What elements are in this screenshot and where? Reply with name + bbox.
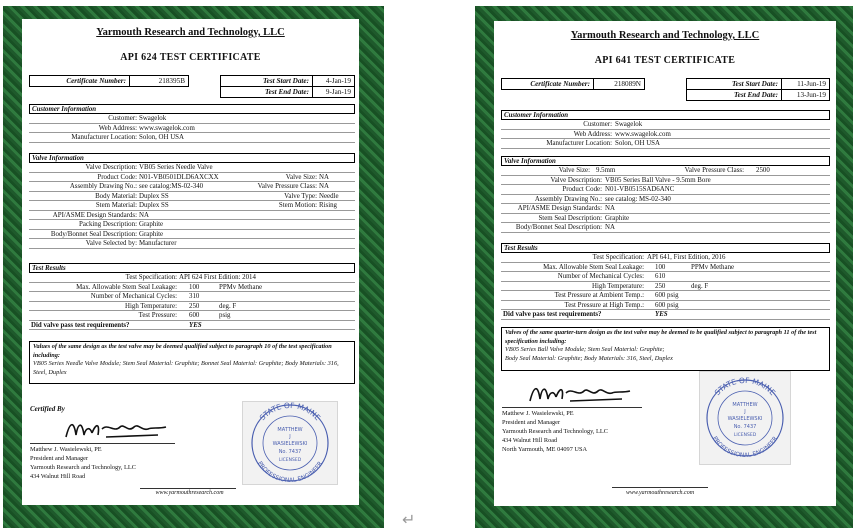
certificate-number-value: 218395B — [158, 77, 185, 85]
selected-by-label: Valve Selected by: — [85, 240, 137, 247]
signer-position: President and Manager — [30, 455, 89, 462]
valve-type-label: Valve Type: — [284, 192, 317, 200]
pe-stamp-icon — [243, 402, 337, 484]
qualification-note-heading: Valves of the same quarter-turn design as the test valve may be deemed to be qualified subject to paragraph 11 of the test specification including: — [505, 329, 817, 345]
stem-motion-value: Rising — [319, 202, 337, 209]
test-dates-box — [686, 78, 830, 101]
test-pressure-value: 600 — [189, 312, 200, 319]
pass-label: Did valve pass test requirements? — [503, 311, 602, 318]
test-pressure-unit: psig — [219, 312, 231, 319]
signer-block — [502, 409, 608, 454]
seal-bottom-text: PROFESSIONAL ENGINEER — [255, 460, 325, 484]
certificate-number-label: Certificate Number: — [502, 79, 594, 89]
svg-text:STATE OF MAINE — [713, 376, 778, 397]
cycles-value: 610 — [655, 273, 666, 280]
customer-value: Swagelok — [615, 121, 643, 128]
web-address-label: Web Address: — [573, 130, 612, 138]
test-results-section — [29, 263, 355, 330]
seal-top-text: STATE OF MAINE — [257, 402, 323, 423]
selected-by-value: Manufacturer — [139, 240, 177, 247]
signature-line — [30, 443, 175, 444]
api-standards-label: API/ASME Design Standards: — [52, 211, 137, 219]
seal-name3: WASIELEWSKI — [272, 441, 308, 447]
seal-name3: WASIELEWSKI — [727, 416, 763, 422]
engineer-seal — [699, 371, 791, 465]
signer-org: Yarmouth Research and Technology, LLC — [30, 464, 136, 471]
company-name: Yarmouth Research and Technology, LLC — [96, 27, 285, 38]
customer-label: Customer: — [108, 115, 137, 122]
api-standards-value: NA — [605, 205, 615, 212]
test-start-label: Test Start Date: — [221, 76, 313, 86]
pe-stamp-icon — [700, 372, 790, 464]
seal-top-text: STATE OF MAINE — [712, 375, 778, 398]
test-pressure-label: Test Pressure: — [138, 312, 177, 319]
pass-value: YES — [655, 311, 668, 318]
product-code-value: N01-VB0501DLD6AXCXX — [139, 173, 219, 181]
certificate-title: API 641 TEST CERTIFICATE — [594, 55, 736, 66]
body-material-label: Body Material: — [95, 192, 137, 200]
signer-address: 434 Walnut Hill Road — [30, 473, 86, 480]
high-pressure-label: Test Pressure at High Temp.: — [564, 301, 644, 309]
valve-size-value: NA — [319, 173, 329, 181]
qualification-note-body: VB05 Series Needle Valve Module; Stem Seal Material: Graphite; Bonnet Seal Material: Graphite; Body Materials: 316, Steel, Duplex — [33, 360, 339, 376]
valve-information-section — [501, 156, 830, 233]
test-results-heading: Test Results — [501, 243, 830, 253]
return-arrow-icon: ↵ — [402, 510, 416, 529]
api-standards-value: NA — [139, 211, 149, 219]
test-end-label: Test End Date: — [221, 87, 313, 98]
company-name: Yarmouth Research and Technology, LLC — [570, 30, 760, 41]
certificate-api641 — [494, 21, 836, 506]
seal-bottom-text: PROFESSIONAL ENGINEER — [710, 435, 780, 460]
bonnet-seal-label: Body/Bonnet Seal Description: — [515, 224, 602, 231]
certificate-api624 — [22, 19, 359, 505]
test-start-value: 4-Jan-19 — [325, 77, 351, 85]
seal-name1: MATTHEW — [732, 402, 758, 408]
product-code-label: Product Code: — [562, 186, 602, 193]
certificate-number-label: Certificate Number: — [30, 76, 130, 86]
valve-description-label: Valve Description: — [550, 176, 602, 184]
test-results-heading: Test Results — [29, 263, 355, 273]
cycles-label: Number of Mechanical Cycles: — [90, 293, 177, 300]
assembly-drawing-label: Assembly Drawing No.: — [69, 183, 137, 190]
high-temp-label: High Temperature: — [124, 302, 177, 310]
test-end-value: 9-Jan-19 — [325, 88, 351, 96]
api-standards-label: API/ASME Design Standards: — [517, 205, 602, 212]
qualification-note — [29, 341, 355, 384]
manufacturer-location-label: Manufacturer Location: — [71, 134, 137, 141]
ambient-pressure-label: Test Pressure at Ambient Temp.: — [554, 292, 644, 299]
seal-name2: J — [289, 434, 291, 440]
footer-line — [612, 487, 708, 488]
valve-information-section — [29, 153, 355, 249]
high-temp-value: 250 — [189, 302, 200, 310]
pass-label: Did valve pass test requirements? — [31, 321, 130, 329]
test-spec-value: API 641, First Edition, 2016 — [647, 254, 726, 261]
leakage-label: Max. Allowable Stem Seal Leakage: — [76, 283, 177, 291]
leakage-value: 100 — [655, 263, 666, 271]
signer-name: Matthew J. Wasielewski, PE — [502, 410, 574, 417]
stem-material-value: Duplex SS — [139, 202, 169, 209]
stem-seal-value: Graphite — [605, 214, 630, 222]
certified-by-label: Certified By — [30, 405, 65, 413]
customer-value: Swagelok — [139, 115, 167, 122]
valve-information-heading: Valve Information — [501, 156, 830, 166]
assembly-drawing-value: see catalog:MS-02-340 — [139, 183, 204, 190]
valve-size-label: Valve Size: — [285, 173, 317, 181]
bonnet-seal-label: Body/Bonnet Seal Description: — [50, 230, 137, 238]
test-end-label: Test End Date: — [687, 90, 782, 101]
product-code-value: N01-VB0515SAD6ANC — [605, 186, 675, 193]
assembly-drawing-value: see catalog: MS-02-340 — [605, 195, 671, 203]
signer-block — [30, 445, 136, 481]
pressure-class-value: NA — [319, 183, 329, 190]
certificate-number-value: 218089N — [614, 80, 641, 88]
seal-licensed: LICENSED — [278, 458, 302, 463]
web-address-value: www.swagelok.com — [139, 124, 195, 132]
certificate-number-box — [501, 78, 645, 90]
valve-description-label: Valve Description: — [85, 164, 137, 171]
svg-text:PROFESSIONAL ENGINEER — [711, 435, 779, 459]
stem-material-label: Stem Material: — [95, 202, 137, 209]
pressure-class-label: Valve Pressure Class: — [684, 167, 744, 174]
valve-type-value: Needle — [319, 192, 339, 200]
high-pressure-value: 600 psig — [655, 301, 679, 309]
stem-seal-label: Stem Seal Description: — [538, 214, 602, 222]
high-temp-label: High Temperature: — [591, 282, 644, 290]
manufacturer-location-label: Manufacturer Location: — [546, 140, 612, 147]
leakage-unit: PPMv Methane — [219, 283, 263, 291]
valve-description-value: VB05 Series Ball Valve - 9.5mm Bore — [605, 176, 711, 184]
signature — [62, 415, 172, 443]
valve-description-value: VB05 Series Needle Valve — [139, 164, 213, 171]
ambient-pressure-value: 600 psig — [655, 292, 679, 299]
assembly-drawing-label: Assembly Drawing No.: — [534, 195, 602, 203]
test-results-section — [501, 243, 830, 320]
customer-information-heading: Customer Information — [29, 104, 355, 114]
packing-value: Graphite — [139, 221, 164, 228]
manufacturer-location-value: Solon, OH USA — [615, 140, 660, 147]
high-temp-value: 250 — [655, 282, 666, 290]
high-temp-unit: deg. F — [691, 282, 709, 290]
packing-label: Packing Description: — [79, 221, 137, 228]
test-start-value: 11-Jun-19 — [797, 80, 826, 88]
qualification-note-heading: Values of the same design as the test valve may be deemed qualified subject to paragraph 10 of the test specification including: — [33, 343, 332, 359]
signer-city: North Yarmouth, ME 04097 USA — [502, 446, 588, 453]
customer-information-heading: Customer Information — [501, 110, 830, 120]
pass-value: YES — [189, 321, 202, 329]
signature — [526, 381, 636, 407]
seal-licensed: LICENSED — [733, 433, 757, 438]
svg-text:PROFESSIONAL ENGINEER — [256, 460, 324, 484]
signer-position: President and Manager — [502, 419, 561, 426]
stem-motion-label: Stem Motion: — [278, 202, 317, 209]
valve-information-heading: Valve Information — [29, 153, 355, 163]
qualification-note-body-2: Body Seal Material: Graphite; Body Materials: 316, Steel, Duplex — [505, 354, 673, 362]
test-spec-label: Test Specification: — [125, 274, 177, 281]
pressure-class-value: 2500 — [756, 167, 770, 174]
bonnet-seal-value: NA — [605, 224, 615, 231]
manufacturer-location-value: Solon, OH USA — [139, 134, 184, 141]
footer-url: www.yarmouthresearch.com — [625, 490, 695, 496]
footer-url: www.yarmouthresearch.com — [155, 490, 224, 496]
signer-org: Yarmouth Research and Technology, LLC — [502, 428, 608, 435]
customer-label: Customer: — [583, 121, 612, 128]
signer-address: 434 Walnut Hill Road — [502, 437, 558, 444]
valve-size-value: 9.5mm — [596, 167, 616, 174]
high-temp-unit: deg. F — [219, 302, 237, 310]
pressure-class-label: Valve Pressure Class: — [257, 183, 317, 190]
bonnet-seal-value: Graphite — [139, 230, 164, 238]
valve-size-label: Valve Size: — [558, 167, 590, 174]
product-code-label: Product Code: — [97, 173, 137, 181]
test-end-value: 13-Jun-19 — [796, 91, 826, 99]
test-spec-label: Test Specification: — [592, 254, 644, 261]
certificate-number-box — [29, 75, 189, 87]
test-start-label: Test Start Date: — [687, 79, 782, 89]
leakage-unit: PPMv Methane — [691, 263, 735, 271]
test-spec-value: API 624 First Edition: 2014 — [179, 274, 256, 281]
leakage-label: Max. Allowable Stem Seal Leakage: — [543, 263, 644, 271]
web-address-label: Web Address: — [98, 124, 137, 132]
seal-name1: MATTHEW — [277, 427, 303, 433]
signer-name: Matthew J. Wasielewski, PE — [30, 446, 102, 453]
test-dates-box — [220, 75, 355, 98]
qualification-note — [501, 327, 830, 371]
customer-information-section — [501, 110, 830, 149]
seal-number: No. 7437 — [733, 424, 757, 430]
engineer-seal — [242, 401, 338, 485]
web-address-value: www.swagelok.com — [615, 130, 671, 138]
seal-name2: J — [744, 409, 746, 415]
leakage-value: 100 — [189, 283, 200, 291]
signature-line — [502, 407, 642, 408]
cycles-label: Number of Mechanical Cycles: — [557, 273, 644, 280]
certificate-title: API 624 TEST CERTIFICATE — [120, 52, 261, 63]
cycles-value: 310 — [189, 293, 200, 300]
customer-information-section — [29, 104, 355, 143]
seal-number: No. 7437 — [278, 449, 302, 455]
body-material-value: Duplex SS — [139, 192, 169, 200]
qualification-note-body-1: VB05 Series Ball Valve Module; Stem Seal Material: Graphite; — [505, 346, 665, 353]
footer-line — [140, 488, 236, 489]
